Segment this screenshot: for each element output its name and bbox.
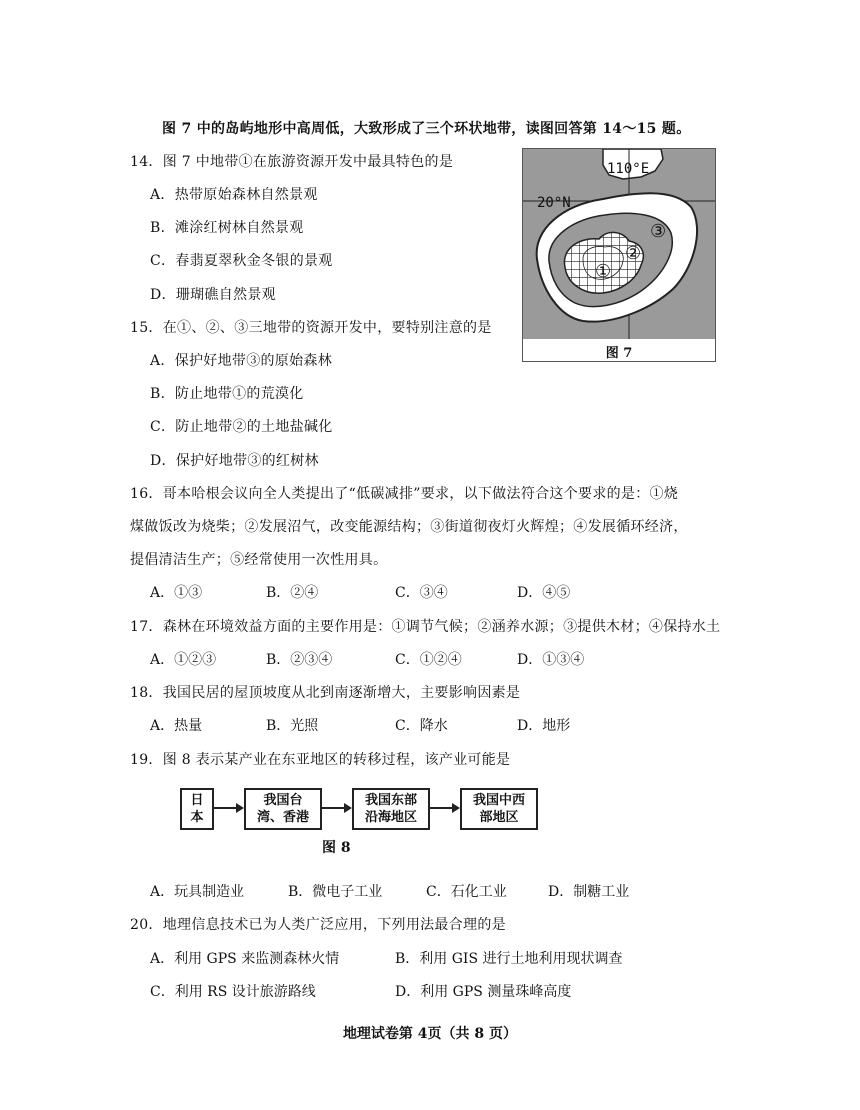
question-14-option-b: B．滩涂红树林自然景观 [150,220,304,236]
question-18-option-b: B．光照 [266,718,319,734]
question-17-option-d: D．①③④ [517,652,585,668]
flow-box-central-west-line-1: 我国中西 [472,793,525,808]
question-20-option-b: B．利用 GIS 进行土地利用现状调查 [395,951,623,967]
question-16-option-c: C．③④ [395,585,448,601]
question-19-stem: 19．图 8 表示某产业在东亚地区的转移过程，该产业可能是 [130,752,511,768]
flow-box-east-coast [352,788,430,830]
flow-box-east-coast-line-1: 我国东部 [364,793,417,808]
zone-1-label: ① [595,261,612,282]
question-20-option-d: D．利用 GPS 测量珠峰高度 [395,984,572,1000]
flow-arrow-3 [430,802,460,814]
flow-box-taiwan-hongkong-line-2: 湾、香港 [256,810,309,825]
question-16-option-b: B．②④ [266,585,319,601]
flow-box-japan [180,788,214,830]
figure-7-island-map [522,148,716,362]
question-20-stem: 20．地理信息技术已为人类广泛应用，下列用法最合理的是 [130,917,506,933]
question-16-line-1: 16．哥本哈根会议向全人类提出了“低碳减排”要求，以下做法符合这个要求的是：①烧 [130,486,679,502]
question-19-option-a: A．玩具制造业 [150,884,245,900]
flow-box-taiwan-hongkong [244,788,322,830]
question-17-stem: 17．森林在环境效益方面的主要作用是：①调节气候；②涵养水源；③提供木材；④保持水土 [130,619,721,635]
question-19-option-b: B．微电子工业 [288,884,383,900]
flow-arrow-1 [214,802,244,814]
question-17-option-a: A．①②③ [150,652,217,668]
question-16-line-2: 煤做饭改为烧柴；②发展沼气，改变能源结构；③街道彻夜灯火辉煌；④发展循环经济， [130,519,688,535]
question-18-option-a: A．热量 [150,718,203,734]
question-17-option-b: B．②③④ [266,652,333,668]
flow-box-central-west-line-2: 部地区 [479,810,519,825]
longitude-label: 110°E [607,161,650,177]
question-19-option-d: D．制糖工业 [548,884,630,900]
question-20-option-a: A．利用 GPS 来监测森林火情 [150,951,340,967]
question-16-option-a: A．①③ [150,585,203,601]
zone-3-label: ③ [650,221,667,242]
question-16-line-3: 提倡清洁生产；⑤经常使用一次性用具。 [130,552,388,568]
figure-8-transfer-diagram [180,788,540,863]
question-19-option-c: C．石化工业 [426,884,507,900]
question-18-option-d: D．地形 [517,718,571,734]
island-zones-map [523,149,715,339]
question-17-option-c: C．①②④ [395,652,462,668]
flow-box-japan-line-2: 本 [190,810,204,825]
flow-box-japan-line-1: 日 [190,793,204,808]
question-14-option-d: D．珊瑚礁自然景观 [150,287,276,303]
question-15-option-b: B．防止地带①的荒漠化 [150,386,304,402]
zone-2-label: ② [625,243,642,264]
flow-box-east-coast-line-2: 沿海地区 [364,810,417,825]
flow-box-taiwan-hongkong-line-1: 我国台 [263,793,303,808]
question-14-option-a: A．热带原始森林自然景观 [150,187,318,203]
latitude-label: 20°N [537,195,571,211]
question-15-option-d: D．保护好地带③的红树林 [150,453,319,469]
question-14-stem: 14．图 7 中地带①在旅游资源开发中最具特色的是 [130,154,454,170]
flow-arrow-2 [322,802,352,814]
question-20-option-c: C．利用 RS 设计旅游路线 [150,984,316,1000]
question-15-option-c: C．防止地带②的土地盐碱化 [150,419,333,435]
question-15-stem: 15．在①、②、③三地带的资源开发中，要特别注意的是 [130,320,492,336]
figure-8-caption: 图 8 [322,840,351,856]
question-18-stem: 18．我国民居的屋顶坡度从北到南逐渐增大，主要影响因素是 [130,685,521,701]
question-15-option-a: A．保护好地带③的原始森林 [150,353,333,369]
section-intro: 图 7 中的岛屿地形中高周低，大致形成了三个环状地带，读图回答第 14～15 题。 [162,121,691,137]
question-16-option-d: D．④⑤ [517,585,571,601]
page-footer: 地理试卷第 4页（共 8 页） [342,1026,518,1042]
figure-7-caption: 图 7 [605,346,633,361]
question-18-option-c: C．降水 [395,718,448,734]
question-14-option-c: C．春翡夏翠秋金冬银的景观 [150,253,333,269]
flow-box-central-west [460,788,538,830]
